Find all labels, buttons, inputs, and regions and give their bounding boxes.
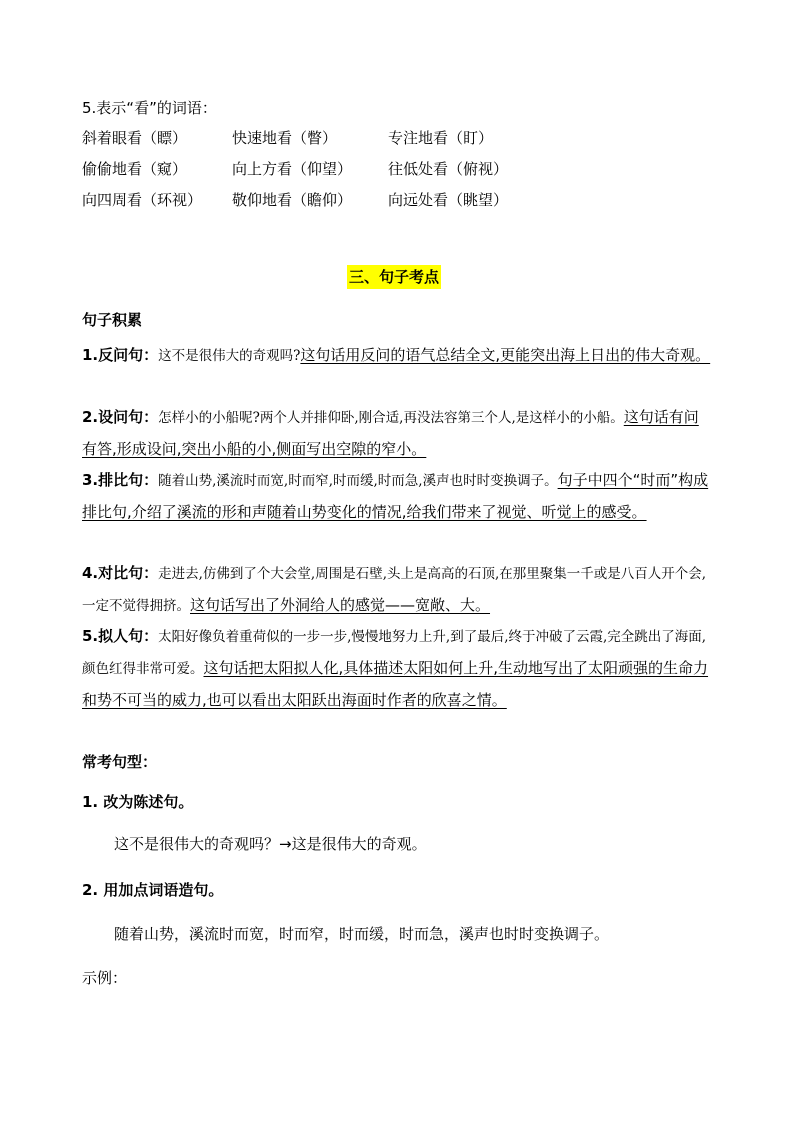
example-label: 示例： (82, 969, 128, 987)
accumulation-heading: 句子积累 (82, 311, 143, 329)
item-sentence: 走进去,仿佛到了个大会堂,周围是石壁,头上是高高的石顶,在那里聚集一千或是八百人开个会,一定不觉得拥挤。 (82, 566, 707, 614)
item-label: 2.设问句： (82, 408, 159, 426)
vocab-cell: 敬仰地看（瞻仰） (232, 191, 353, 209)
vocab-cell: 偷偷地看（窥） (82, 160, 188, 178)
question-1-label: 1. 改为陈述句。 (82, 793, 194, 811)
sentence-item-1 (82, 340, 712, 372)
question-1-text: 这不是很伟大的奇观吗？→这是很伟大的奇观。 (114, 835, 427, 853)
item-label: 4.对比句： (82, 564, 159, 582)
vocab-cell: 斜着眼看（瞟） (82, 129, 188, 147)
item-sentence: 这不是很伟大的奇观吗? (158, 348, 301, 364)
sentence-item-3 (82, 465, 712, 528)
item-label: 1.反问句： (82, 346, 159, 364)
item-analysis: 这句话写出了外洞给人的感觉——宽敞、大。 (190, 596, 491, 614)
common-types-heading: 常考句型： (82, 753, 158, 771)
vocab-cell: 往低处看（俯视） (388, 160, 509, 178)
item-sentence: 太阳好像负着重荷似的一步一步,慢慢地努力上升,到了最后,终于冲破了云霞,完全跳出了海面,颜色红得非常可爱。 (82, 629, 707, 677)
section-title: 三、句子考点 (347, 265, 441, 289)
sentence-item-2 (82, 402, 712, 465)
item-analysis: 这句话把太阳拟人化,具体描述太阳如何上升,生动地写出了太阳顽强的生命力和势不可当的威力,也可以看出太阳跃出海面时作者的欣喜之情。 (82, 659, 709, 709)
vocab-cell: 向上方看（仰望） (232, 160, 353, 178)
vocab-cell: 快速地看（瞥） (232, 129, 338, 147)
vocab-cell: 向远处看（眺望） (388, 191, 509, 209)
question-2-text: 随着山势，溪流时而宽，时而窄，时而缓，时而急，溪声也时时变换调子。 (114, 925, 610, 943)
vocab-cell: 向四周看（环视） (82, 191, 203, 209)
item-analysis: 句子中四个“时而”构成排比句,介绍了溪流的形和声随着山势变化的情况,给我们带来了视觉、听觉上的感受。 (82, 471, 709, 521)
item-analysis: 这句话有问有答,形成设问,突出小船的小,侧面写出空隙的窄小。 (82, 408, 699, 458)
sentence-item-4 (82, 558, 712, 622)
item-label: 5.拟人句： (82, 627, 159, 645)
question-2-label: 2. 用加点词语造句。 (82, 881, 224, 899)
sentence-item-5 (82, 621, 712, 716)
vocab-cell: 专注地看（盯） (388, 129, 494, 147)
item-sentence: 随着山势,溪流时而宽,时而窄,时而缓,时而急,溪声也时时变换调子。 (158, 473, 558, 489)
item-label: 3.排比句： (82, 471, 159, 489)
item-analysis: 这句话用反问的语气总结全文,更能突出海上日出的伟大奇观。 (300, 346, 711, 364)
vocab-heading: 5.表示“看”的词语： (82, 99, 217, 117)
item-sentence: 怎样小的小船呢?两个人并排仰卧,刚合适,再没法容第三个人,是这样小的小船。 (158, 410, 624, 426)
